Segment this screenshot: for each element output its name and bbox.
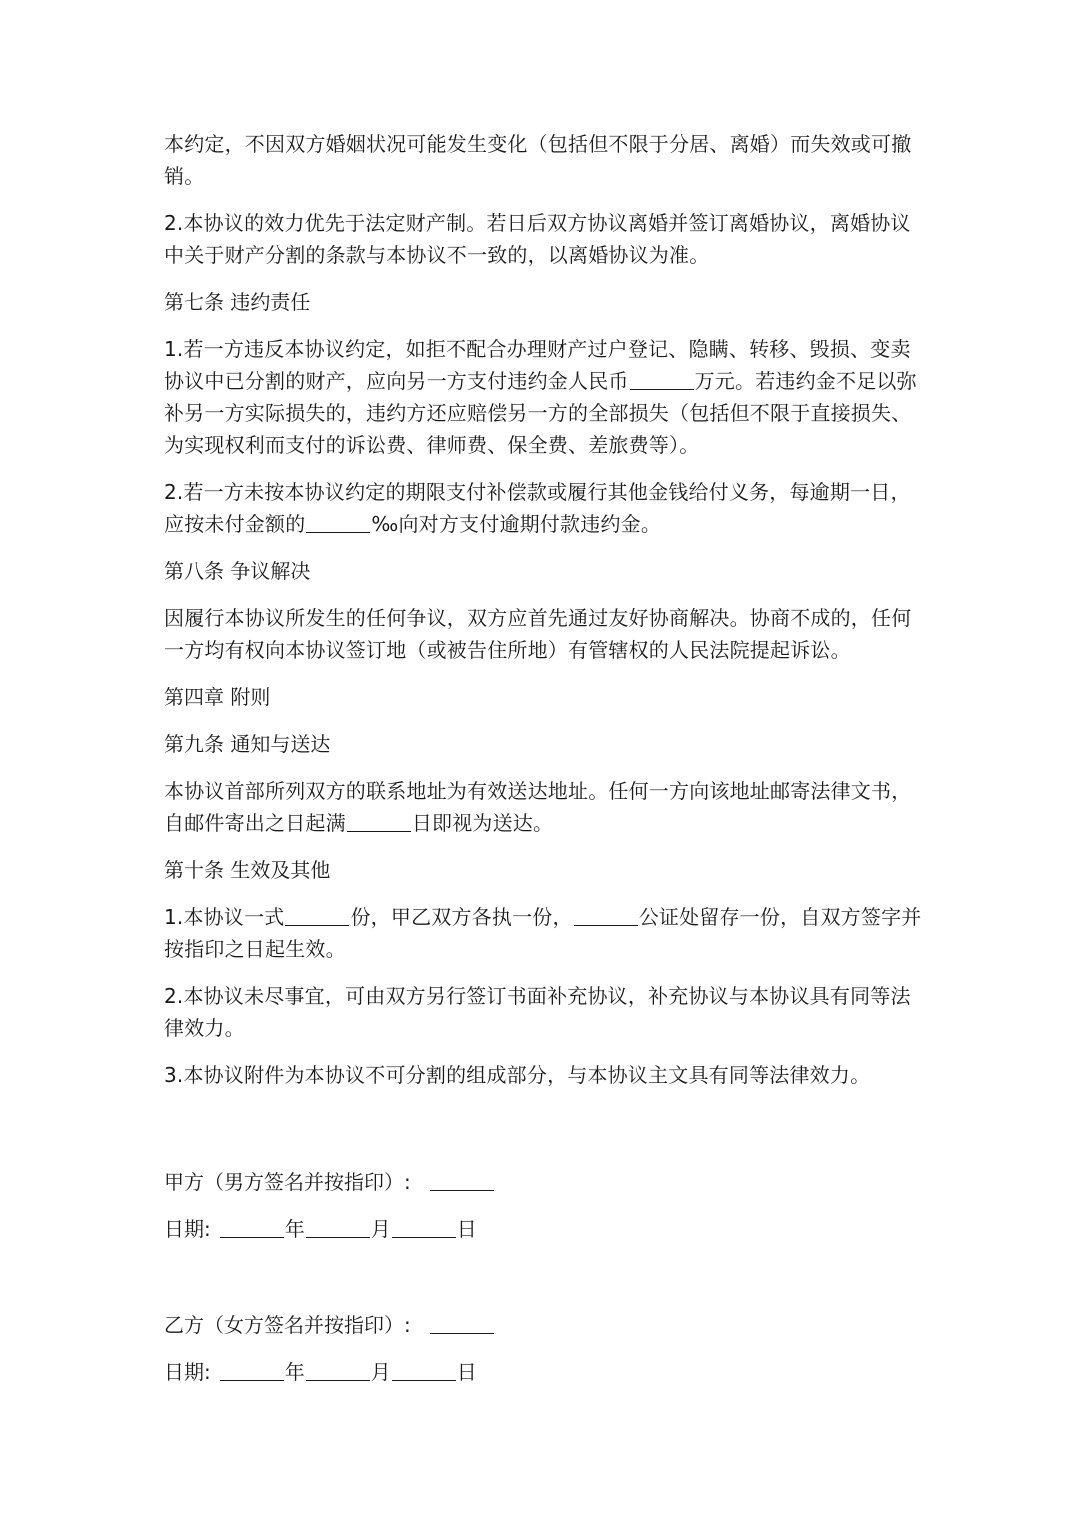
text-a10-p1-a: 1.本协议一式 [164, 905, 285, 929]
month-label: 月 [370, 1217, 391, 1241]
party-b-signature-line [164, 1309, 924, 1341]
paragraph-article10-item3: 3.本协议附件为本协议不可分割的组成部分，与本协议主文具有同等法律效力。 [164, 1063, 871, 1087]
heading-article10: 第十条 生效及其他 [164, 858, 331, 882]
text-a7-p2-pre: 2.若一方未按本协议约定的期限支付补偿款或履行其他金钱给付义务，每逾期一日，应按未付金额的 [164, 480, 911, 536]
day-label: 日 [456, 1217, 477, 1241]
party-b-label: 乙方（女方签名并按指印）: [164, 1313, 411, 1337]
paragraph-article7-item2 [164, 476, 924, 540]
party-a-signature-line [164, 1166, 924, 1198]
text-a10-p1-c: 公证处留存一份，自双方签字并按指印之日起生效。 [164, 905, 922, 961]
blank-copies[interactable] [285, 905, 349, 926]
blank-notary-office[interactable] [574, 905, 638, 926]
party-a-signature-field[interactable] [430, 1170, 494, 1191]
text-a7-p2-post: ‰向对方支付逾期付款违约金。 [371, 512, 662, 536]
party-a-label: 甲方（男方签名并按指印）: [164, 1170, 411, 1194]
paragraph-continuation: 本约定，不因双方婚姻状况可能发生变化（包括但不限于分居、离婚）而失效或可撤销。 [164, 132, 912, 188]
party-b-day-field[interactable] [392, 1360, 456, 1381]
paragraph-article8: 因履行本协议所发生的任何争议，双方应首先通过友好协商解决。协商不成的，任何一方均有权向本协议签订地（或被告住所地）有管辖权的人民法院提起诉讼。 [164, 606, 912, 662]
party-b-signature-field[interactable] [430, 1313, 494, 1334]
party-a-date-line [164, 1213, 924, 1245]
date-label: 日期: [164, 1360, 211, 1384]
date-label: 日期: [164, 1217, 211, 1241]
year-label: 年 [284, 1217, 305, 1241]
paragraph-article10-item1 [164, 901, 924, 965]
text-a10-p1-b: 份，甲乙双方各执一份， [350, 905, 573, 929]
party-a-year-field[interactable] [220, 1217, 284, 1238]
blank-penalty-amount[interactable] [630, 369, 694, 390]
heading-article9: 第九条 通知与送达 [164, 732, 331, 756]
month-label: 月 [370, 1360, 391, 1384]
text-a7-p1-pre: 1.若一方违反本协议约定，如拒不配合办理财产过户登记、隐瞒、转移、毁损、变卖协议中已分割的财产，应向另一方支付违约金人民币 [164, 337, 911, 393]
party-a-signature-block [164, 1166, 924, 1245]
blank-delivery-days[interactable] [347, 811, 411, 832]
agreement-body [164, 128, 924, 1106]
heading-article7: 第七条 违约责任 [164, 290, 311, 314]
party-b-date-line [164, 1356, 924, 1388]
party-b-month-field[interactable] [306, 1360, 370, 1381]
paragraph-article9 [164, 775, 924, 839]
text-a9-line2-post: 日即视为送达。 [411, 811, 554, 835]
blank-late-rate[interactable] [306, 512, 370, 533]
paragraph-article6-item2: 2.本协议的效力优先于法定财产制。若日后双方协议离婚并签订离婚协议，离婚协议中关于财产分割的条款与本协议不一致的，以离婚协议为准。 [164, 211, 911, 267]
text-a9-line1: 本协议首部所列双方的联系地址为有效送达地址。任何一方向该地址邮寄法律文书， [164, 779, 912, 803]
heading-article8: 第八条 争议解决 [164, 559, 311, 583]
day-label: 日 [456, 1360, 477, 1384]
text-a9-line2-pre: 自邮件寄出之日起满 [164, 811, 346, 835]
party-b-year-field[interactable] [220, 1360, 284, 1381]
paragraph-article7-item1 [164, 333, 924, 461]
party-a-month-field[interactable] [306, 1217, 370, 1238]
party-a-day-field[interactable] [392, 1217, 456, 1238]
heading-chapter4: 第四章 附则 [164, 685, 271, 709]
paragraph-article10-item2: 2.本协议未尽事宜，可由双方另行签订书面补充协议，补充协议与本协议具有同等法律效力。 [164, 984, 911, 1040]
party-b-signature-block [164, 1309, 924, 1388]
text-a7-p1-post: 万元。若违约金不足以弥补另一方实际损失的，违约方还应赔偿另一方的全部损失（包括但不限于直接损失、为实现权利而支付的诉讼费、律师费、保全费、差旅费等）。 [164, 369, 917, 457]
year-label: 年 [284, 1360, 305, 1384]
